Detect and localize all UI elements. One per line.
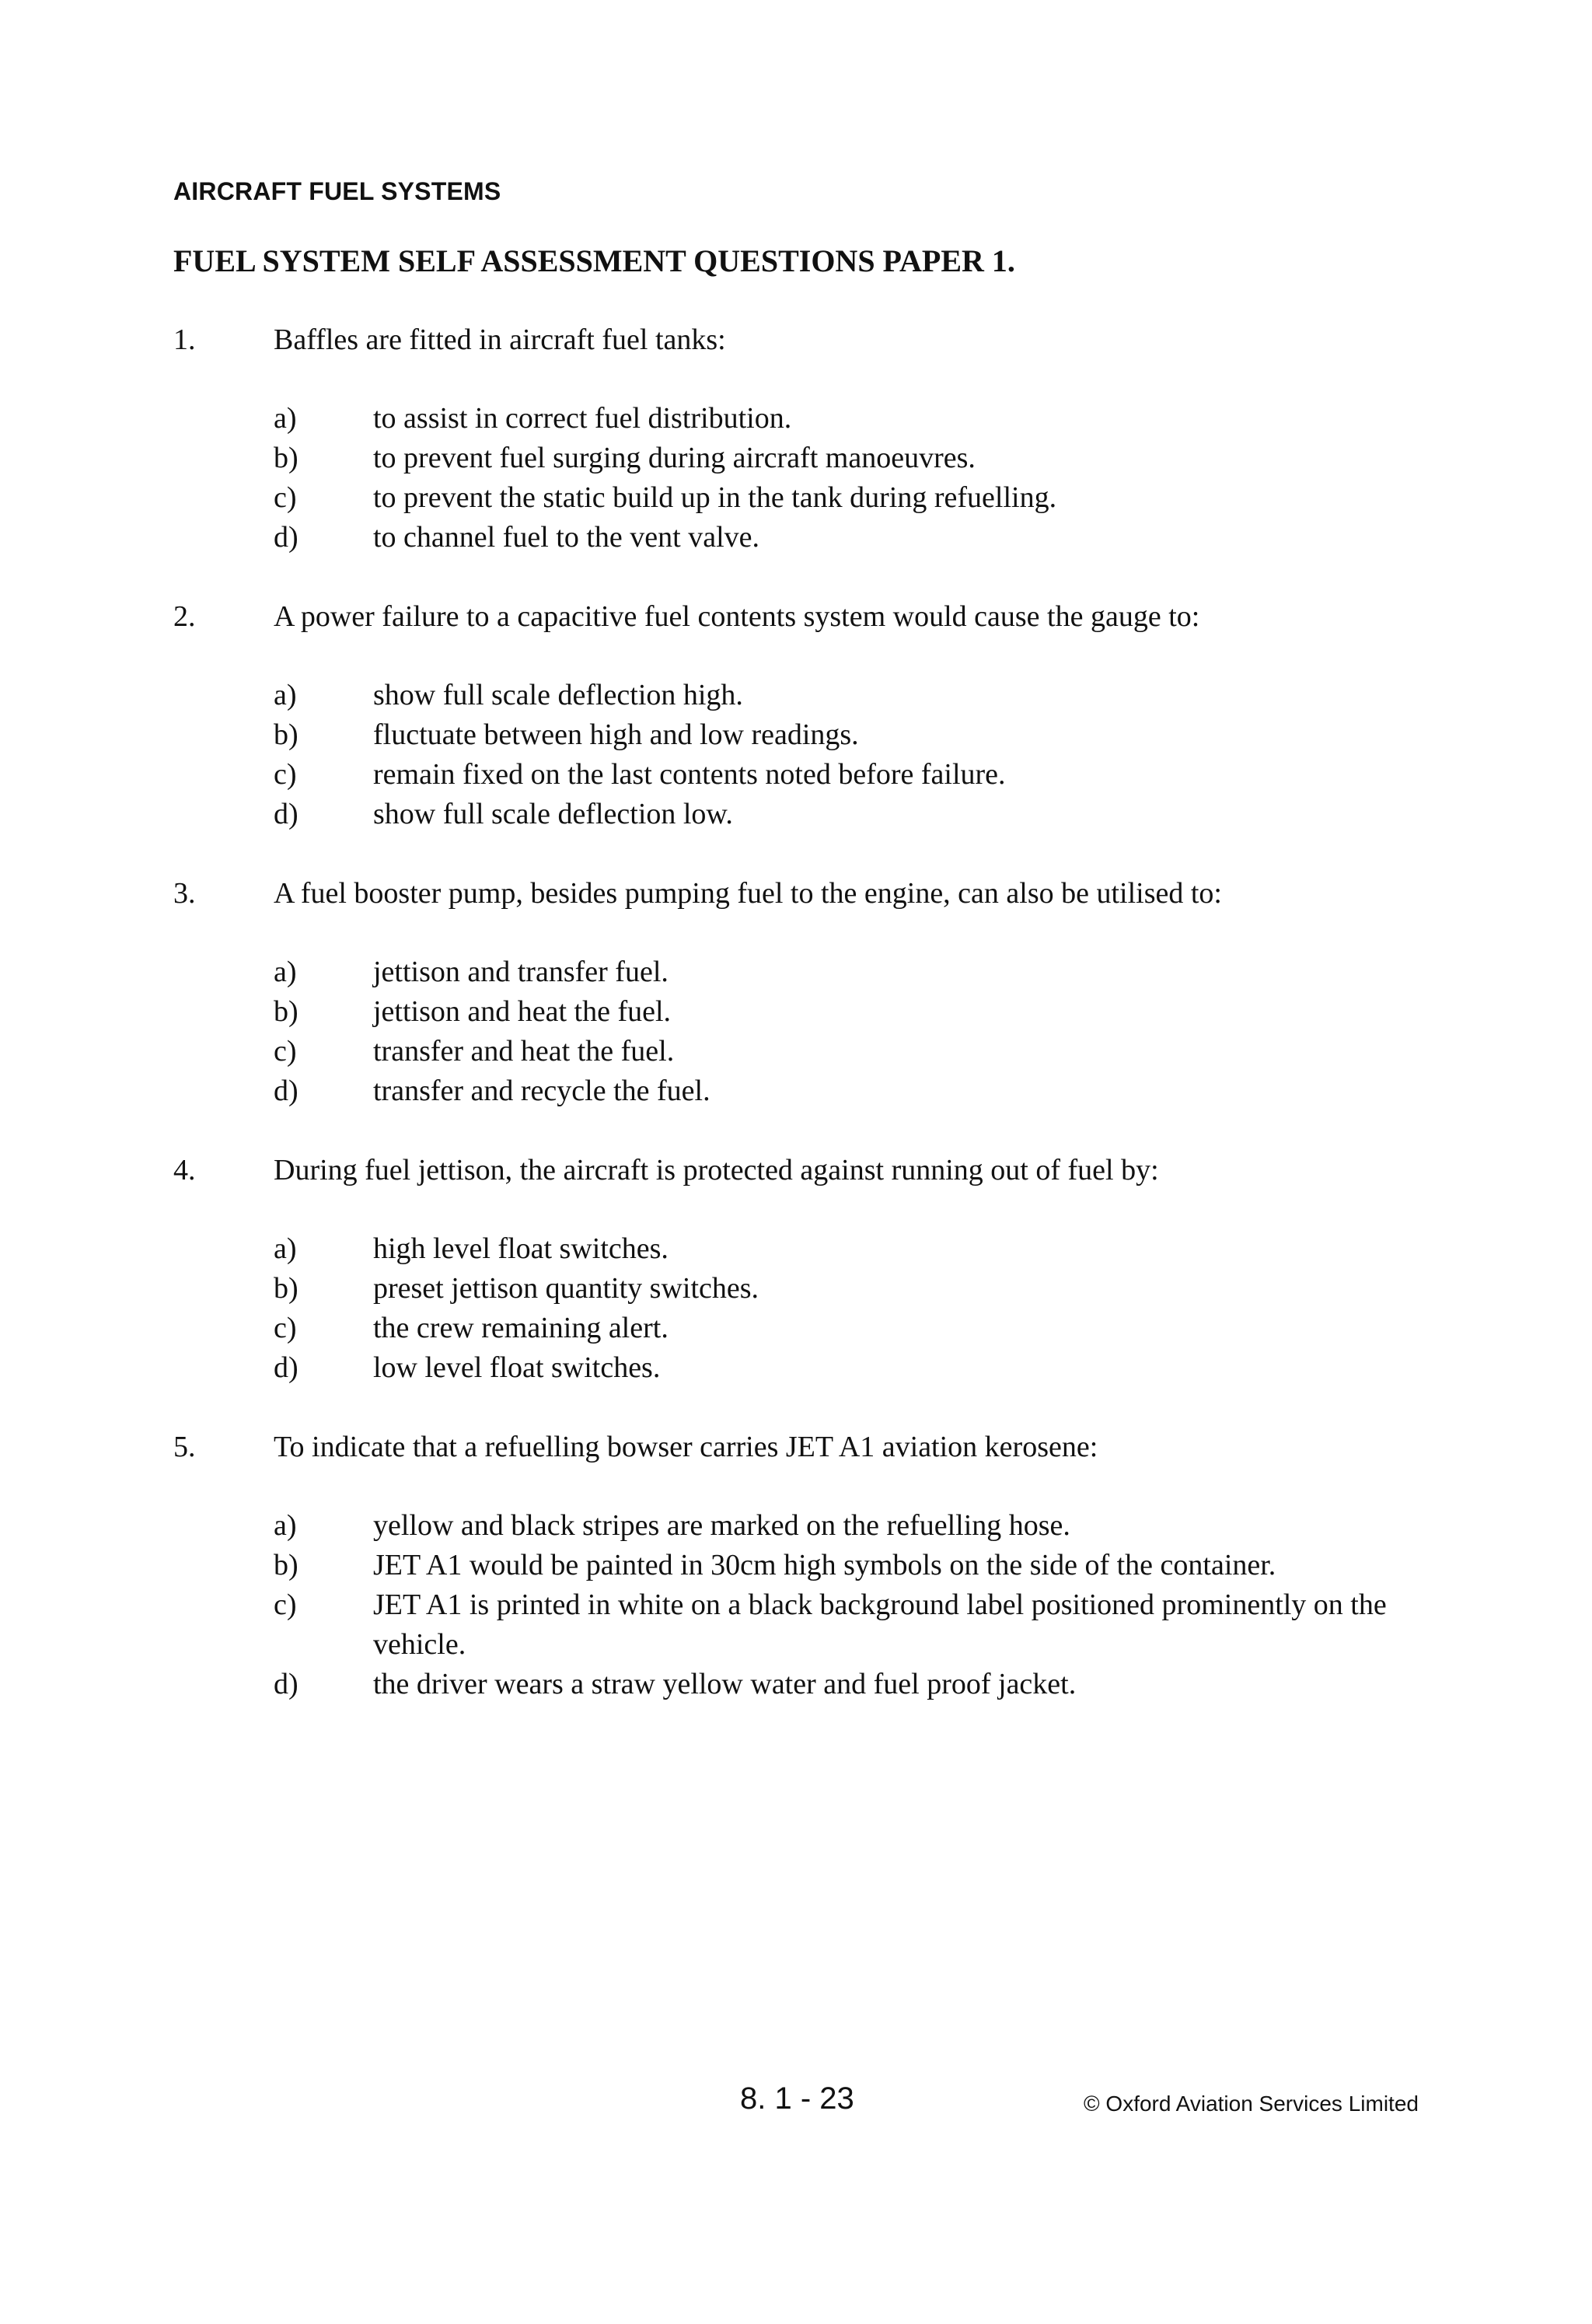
option-letter: c) — [274, 758, 297, 791]
option-text: JET A1 would be painted in 30cm high symbols on the side of the container. — [373, 1549, 1276, 1581]
question-number: 1. — [173, 323, 196, 356]
option-text: show full scale deflection low. — [373, 798, 733, 830]
question-stem: Baffles are fitted in aircraft fuel tanks: — [274, 323, 726, 356]
option-letter: a) — [274, 956, 297, 988]
option-a — [0, 399, 1592, 439]
option-text: high level float switches. — [373, 1232, 669, 1265]
option-c — [0, 478, 1592, 518]
chapter-title: AIRCRAFT FUEL SYSTEMS — [173, 177, 501, 205]
option-d — [0, 1348, 1592, 1388]
option-text: the driver wears a straw yellow water and fuel proof jacket. — [373, 1668, 1077, 1700]
option-letter: d) — [274, 1075, 298, 1107]
option-b — [0, 439, 1592, 478]
question-number: 5. — [173, 1431, 196, 1463]
option-text: transfer and heat the fuel. — [373, 1035, 675, 1068]
question-stem: A power failure to a capacitive fuel contents system would cause the gauge to: — [274, 600, 1200, 633]
page-number: 8. 1 - 23 — [740, 2081, 854, 2116]
option-letter: c) — [274, 1312, 297, 1344]
copyright-notice: © Oxford Aviation Services Limited — [1084, 2092, 1419, 2116]
option-letter: c) — [274, 1035, 297, 1068]
answer-options — [0, 399, 1592, 557]
option-text: yellow and black stripes are marked on the refuelling hose. — [373, 1509, 1070, 1542]
option-text: to channel fuel to the vent valve. — [373, 521, 759, 554]
option-text: jettison and transfer fuel. — [373, 956, 669, 988]
option-letter: a) — [274, 1232, 297, 1265]
answer-options — [0, 676, 1592, 834]
option-c — [0, 755, 1592, 795]
option-letter: d) — [274, 798, 298, 830]
option-a — [0, 952, 1592, 992]
option-letter: d) — [274, 1351, 298, 1384]
option-text: low level float switches. — [373, 1351, 661, 1384]
option-text: jettison and heat the fuel. — [373, 995, 672, 1028]
option-a — [0, 676, 1592, 715]
option-letter: a) — [274, 679, 297, 711]
answer-options — [0, 1506, 1592, 1704]
option-letter: a) — [274, 1509, 297, 1542]
option-text: remain fixed on the last contents noted before failure. — [373, 758, 1006, 791]
option-d — [0, 1071, 1592, 1111]
option-letter: d) — [274, 521, 298, 554]
question-number: 4. — [173, 1154, 196, 1186]
option-c — [0, 1032, 1592, 1071]
option-text: the crew remaining alert. — [373, 1312, 669, 1344]
option-letter: a) — [274, 402, 297, 435]
option-d — [0, 518, 1592, 557]
answer-options — [0, 1229, 1592, 1388]
option-c — [0, 1309, 1592, 1348]
option-text: preset jettison quantity switches. — [373, 1272, 759, 1305]
option-b — [0, 715, 1592, 755]
option-letter: b) — [274, 1272, 298, 1305]
option-letter: c) — [274, 1588, 297, 1621]
option-letter: d) — [274, 1668, 298, 1700]
option-d — [0, 1665, 1592, 1704]
option-c — [0, 1585, 1592, 1665]
option-text: to prevent the static build up in the tank during refuelling. — [373, 481, 1057, 514]
question-stem: To indicate that a refuelling bowser carries JET A1 aviation kerosene: — [274, 1431, 1098, 1463]
option-letter: b) — [274, 995, 298, 1028]
option-text: transfer and recycle the fuel. — [373, 1075, 710, 1107]
option-b — [0, 1269, 1592, 1309]
question-stem: A fuel booster pump, besides pumping fuel to the engine, can also be utilised to: — [274, 877, 1222, 910]
option-text: to assist in correct fuel distribution. — [373, 402, 792, 435]
question-stem: During fuel jettison, the aircraft is protected against running out of fuel by: — [274, 1154, 1159, 1186]
option-text: fluctuate between high and low readings. — [373, 718, 859, 751]
option-d — [0, 795, 1592, 834]
question-number: 3. — [173, 877, 196, 910]
answer-options — [0, 952, 1592, 1111]
question-number: 2. — [173, 600, 196, 633]
option-letter: c) — [274, 481, 297, 514]
option-text: show full scale deflection high. — [373, 679, 743, 711]
paper-title: FUEL SYSTEM SELF ASSESSMENT QUESTIONS PAPER 1. — [173, 243, 1015, 278]
option-a — [0, 1506, 1592, 1546]
option-letter: b) — [274, 718, 298, 751]
option-a — [0, 1229, 1592, 1269]
option-b — [0, 992, 1592, 1032]
option-letter: b) — [274, 442, 298, 474]
option-b — [0, 1546, 1592, 1585]
option-letter: b) — [274, 1549, 298, 1581]
option-text: JET A1 is printed in white on a black background label positioned prominently on the vehicle. — [373, 1588, 1387, 1661]
option-text: to prevent fuel surging during aircraft manoeuvres. — [373, 442, 976, 474]
